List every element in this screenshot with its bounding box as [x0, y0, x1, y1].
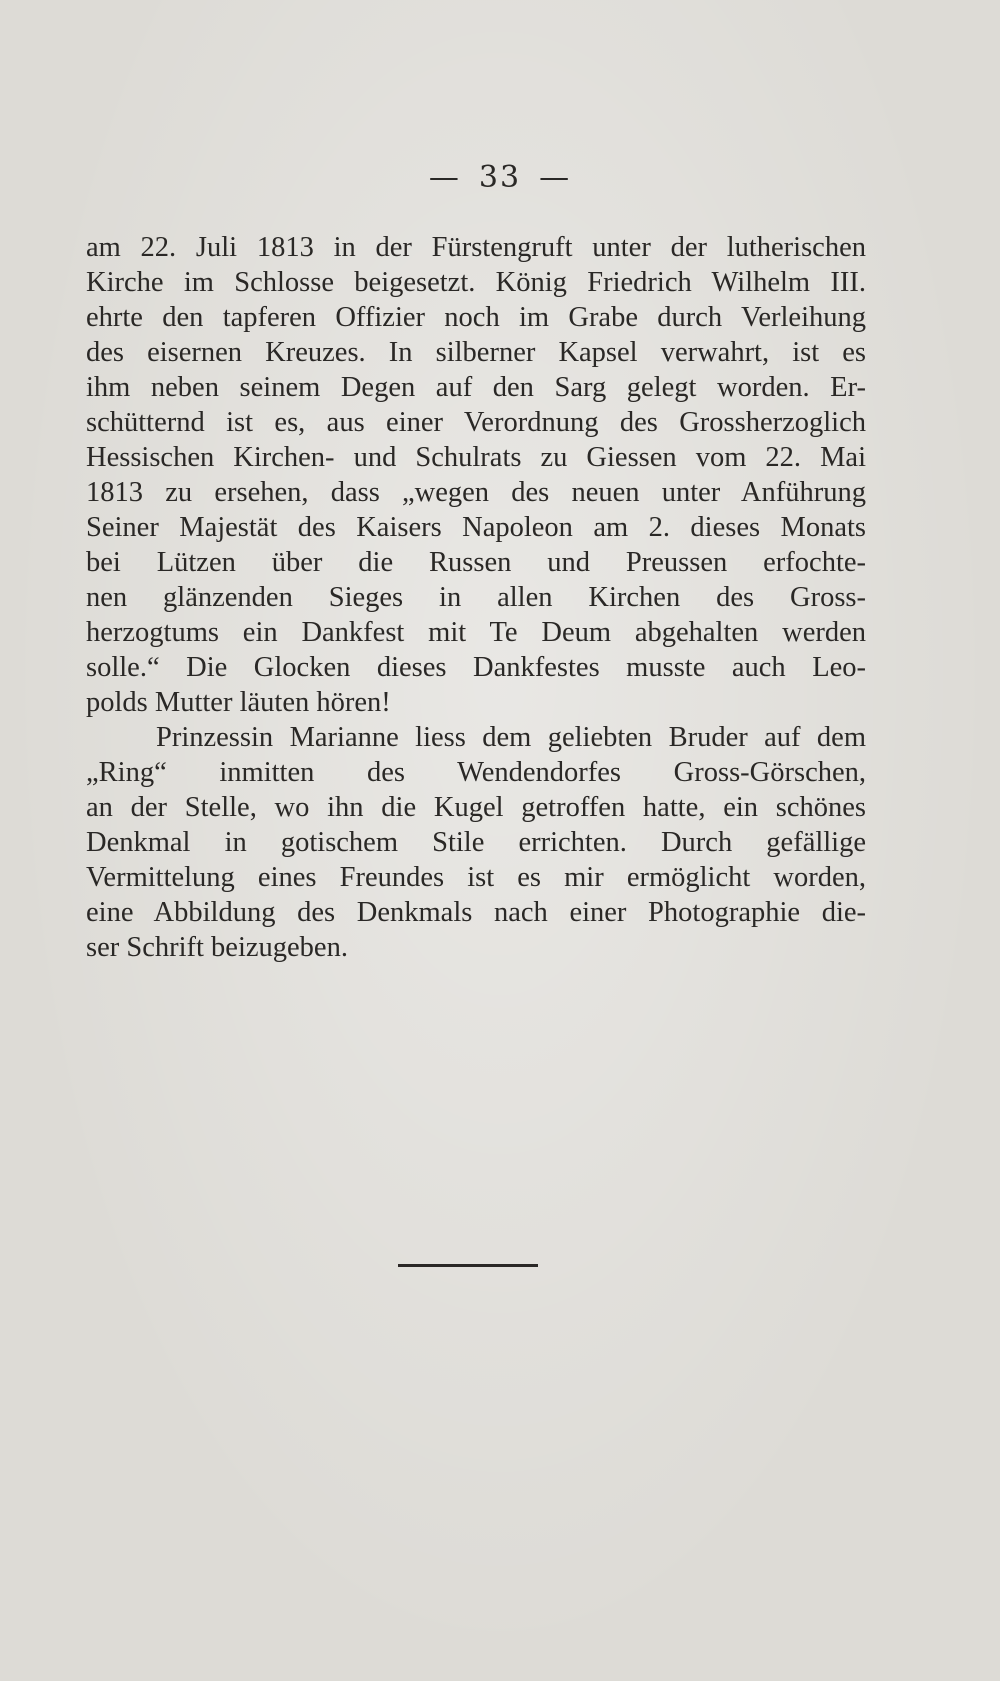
dash-left: — — [428, 160, 461, 195]
text-line: schütternd ist es, aus einer Verordnung des Grossherzoglich — [86, 407, 866, 438]
text-line: ihm neben seinem Degen auf den Sarg gelegt worden. Er- — [86, 372, 866, 403]
text-line: Hessischen Kirchen- und Schulrats zu Giessen vom 22. Mai — [86, 442, 866, 473]
text-line: Prinzessin Marianne liess dem geliebten Bruder auf dem — [156, 722, 866, 753]
dash-right: — — [539, 160, 572, 195]
text-line: des eisernen Kreuzes. In silberner Kapsel verwahrt, ist es — [86, 337, 866, 368]
text-line: eine Abbildung des Denkmals nach einer Photographie die- — [86, 897, 866, 928]
text-line: Kirche im Schlosse beigesetzt. König Friedrich Wilhelm III. — [86, 267, 866, 298]
text-line: ehrte den tapferen Offizier noch im Grabe durch Verleihung — [86, 302, 866, 333]
text-line: herzogtums ein Dankfest mit Te Deum abgehalten werden — [86, 617, 866, 648]
text-line: solle.“ Die Glocken dieses Dankfestes musste auch Leo- — [86, 652, 866, 683]
text-line: polds Mutter läuten hören! — [86, 687, 391, 718]
text-line: an der Stelle, wo ihn die Kugel getroffen hatte, ein schönes — [86, 792, 866, 823]
text-line: bei Lützen über die Russen und Preussen erfochte- — [86, 547, 866, 578]
text-line: am 22. Juli 1813 in der Fürstengruft unter der lutherischen — [86, 232, 866, 263]
text-line: „Ring“ inmitten des Wendendorfes Gross-Görschen, — [86, 757, 866, 788]
text-line: Seiner Majestät des Kaisers Napoleon am 2. dieses Monats — [86, 512, 866, 543]
end-rule — [398, 1264, 538, 1267]
body-text — [86, 230, 866, 965]
text-line: nen glänzenden Sieges in allen Kirchen des Gross- — [86, 582, 866, 613]
text-line: ser Schrift beizugeben. — [86, 932, 348, 963]
text-line: 1813 zu ersehen, dass „wegen des neuen unter Anführung — [86, 477, 866, 508]
text-line: Denkmal in gotischem Stile errichten. Durch gefällige — [86, 827, 866, 858]
page-number: 33 — [478, 160, 522, 195]
page-number-header — [0, 160, 1000, 195]
text-line: Vermittelung eines Freundes ist es mir ermöglicht worden, — [86, 862, 866, 893]
